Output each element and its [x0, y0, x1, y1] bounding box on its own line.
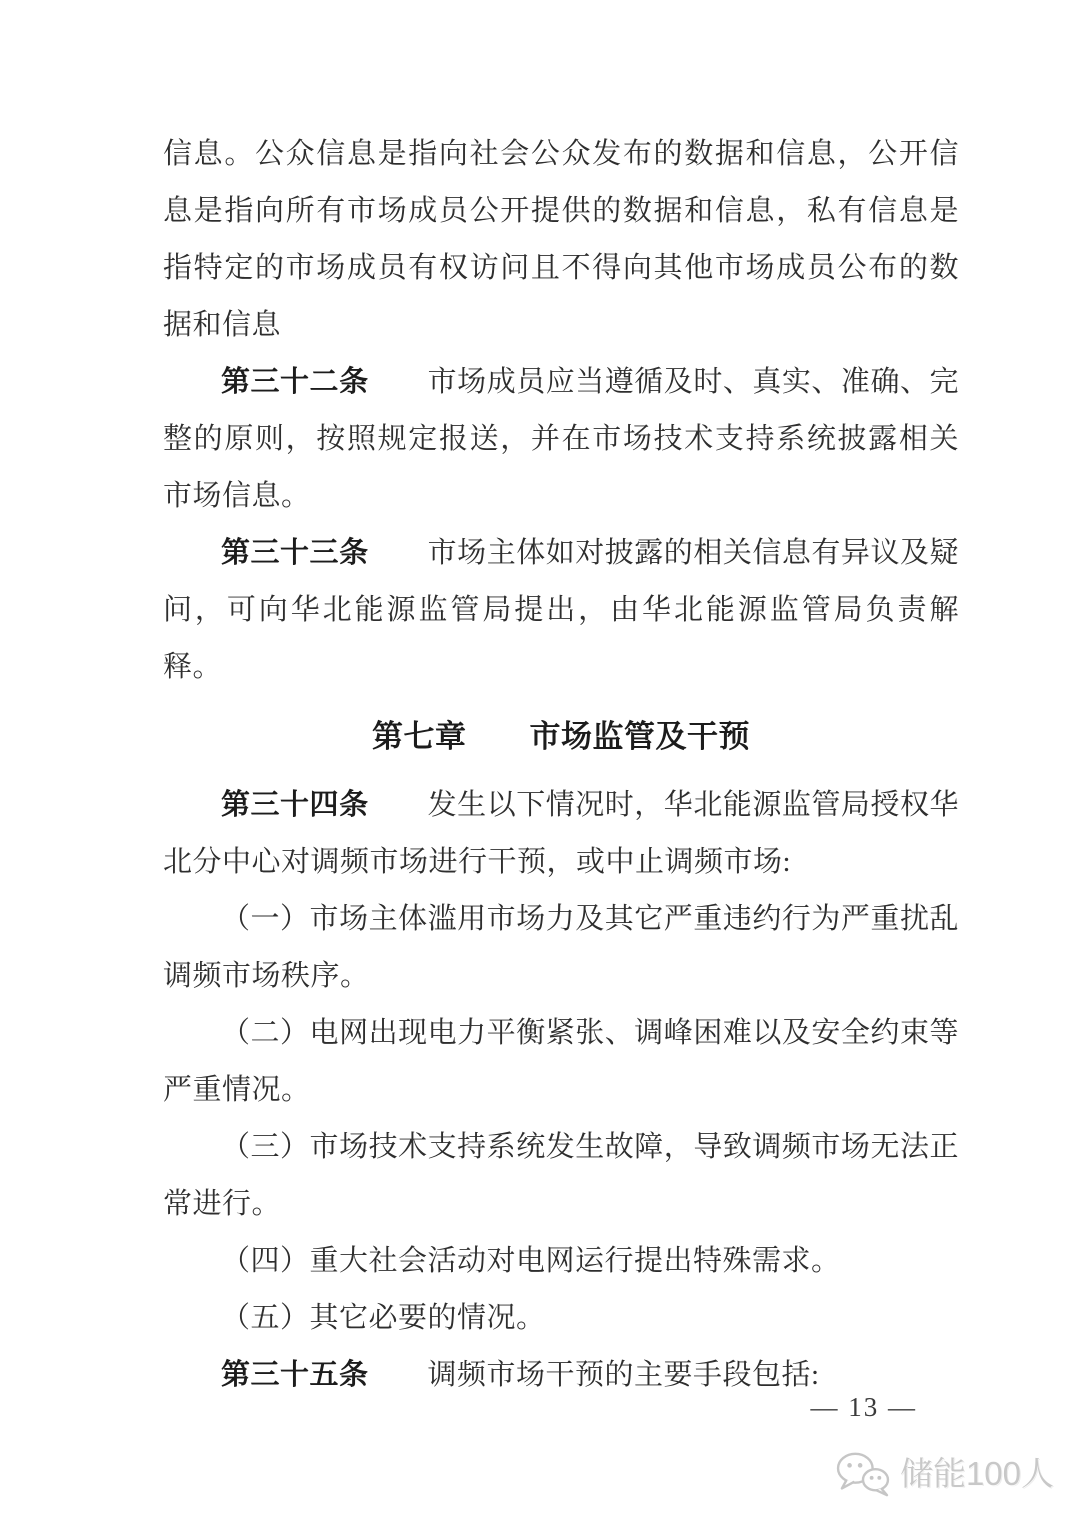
paragraph [163, 1233, 959, 1290]
body-text-run: （四）重大社会活动对电网运行提出特殊需求。 [221, 1245, 841, 1277]
paragraph [163, 354, 959, 525]
paragraph [163, 1119, 959, 1233]
document-body [163, 126, 959, 1404]
body-text-run: 调频市场干预的主要手段包括: [368, 1359, 820, 1391]
paragraph [163, 777, 959, 891]
paragraph [163, 525, 959, 696]
body-text-run: （二）电网出现电力平衡紧张、调峰困难以及安全约束等严重情况。 [163, 1017, 959, 1106]
wechat-icon [834, 1450, 892, 1498]
chapter-heading [163, 708, 959, 765]
body-text-run: （一）市场主体滥用市场力及其它严重违约行为严重扰乱调频市场秩序。 [163, 903, 959, 992]
article-number-text: 第三十五条 [221, 1359, 369, 1391]
page-number: — 13 — [810, 1392, 917, 1422]
article-number-text: 第七章 市场监管及干预 [372, 719, 750, 754]
article-number-text: 第三十二条 [221, 366, 369, 398]
body-text-run: 市场成员应当遵循及时、真实、准确、完整的原则，按照规定报送，并在市场技术支持系统披露相关市场信息。 [163, 366, 959, 512]
watermark-label: 储能100人 [899, 1455, 1054, 1492]
article-number-text: 第三十三条 [221, 537, 369, 569]
paragraph [163, 126, 959, 354]
paragraph [163, 1290, 959, 1347]
watermark [834, 1450, 1054, 1498]
body-text-run: 信息。公众信息是指向社会公众发布的数据和信息，公开信息是指向所有市场成员公开提供的数据和信息，私有信息是指特定的市场成员有权访问且不得向其他市场成员公布的数据和信息 [163, 138, 959, 341]
body-text-run: 市场主体如对披露的相关信息有异议及疑问，可向华北能源监管局提出，由华北能源监管局负责解释。 [163, 537, 959, 683]
paragraph [163, 891, 959, 1005]
body-text-run: （三）市场技术支持系统发生故障，导致调频市场无法正常进行。 [163, 1131, 959, 1220]
paragraph [163, 1005, 959, 1119]
body-text-run: 发生以下情况时，华北能源监管局授权华北分中心对调频市场进行干预，或中止调频市场: [163, 789, 959, 878]
body-text-run: （五）其它必要的情况。 [221, 1302, 546, 1334]
article-number-text: 第三十四条 [221, 789, 369, 821]
